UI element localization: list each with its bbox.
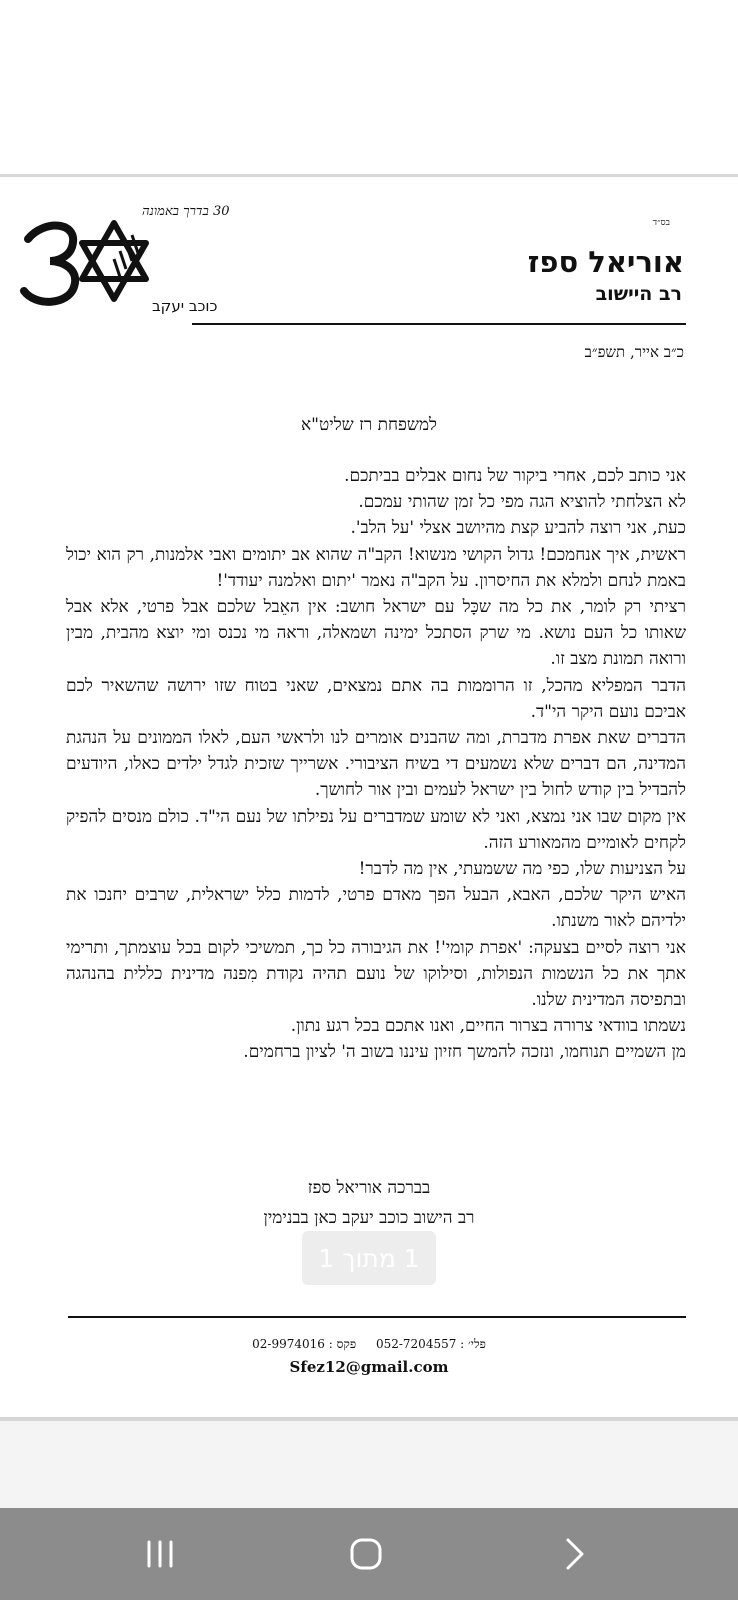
paragraph: על הצניעות שלו, כפי מה ששמעתי, אין מה לדבר! — [358, 859, 686, 880]
email-address: Sfez12@gmail.com — [289, 1358, 449, 1376]
signature-title: רב הישוב כוכב יעקב כאן בבנימין — [263, 1208, 475, 1228]
paragraph: האיש היקר שלכם, האבא, הבעל הפך מאדם פרטי, לדמות כלל ישראלית, שרבים יחנכו את ילדיהם לאור משנתו. — [66, 885, 686, 932]
paragraph: אני כותב לכם, אחרי ביקור של נחום אבלים בביתכם. — [344, 466, 686, 486]
home-icon — [348, 1536, 384, 1572]
back-icon — [562, 1536, 586, 1572]
paragraph: אני רוצה לסיים בצעקה: 'אפרת קומי'! את הגיבורה כל כך, תמשיכי לקום בכל עוצמתך, ותרימי אתך את כל הנשמות הנפולות, וסילוקו של נועם תהיה נקודת מִפנה מדינית כללית בהנהגה ובתפיסה המדינית שלנו. — [66, 937, 686, 1011]
number-three-icon — [24, 226, 75, 302]
footer-divider — [68, 1316, 686, 1318]
back-button[interactable] — [544, 1532, 604, 1576]
phone-number: פלי׳ : 052-7204557 — [375, 1337, 486, 1351]
system-navigation-bar — [0, 1508, 738, 1600]
paragraph: הדברים שאת אפרת מדברת, ומה שהבנים אומרים לנו ולראשי העם, לאלו הממונים על הנהגת המדינה, הם דברים שלא נשמעים די בשיח הציבורי. אשרייך שזכית לגדל ילדים כאלו, היודעים להבדיל בין קודש לחול בין ישראל לעמים ובין אור לחושך. — [66, 728, 686, 801]
rabbi-title: רב היישוב — [595, 283, 682, 305]
fax-number: פקס : 02-9974016 — [252, 1337, 357, 1351]
community-logo — [14, 199, 230, 319]
header-divider — [192, 323, 686, 325]
paragraph: רציתי רק לומר, את כל מה שכָּל עם ישראל חושב: אין האֵבל שלכם אבל פרטי, אלא אבל שאותו כל העם נושא. מי שרק הסתכל ימינה ושמאלה, וראה מי נכנס ומי יוצא מהבית, מבין ורואה תמונת מצב זו. — [66, 597, 686, 670]
paragraph: כעת, אני רוצה להביע קצת מהיושב אצלי 'על הלב'. — [350, 518, 686, 539]
viewer-bottom-area — [0, 1421, 738, 1508]
closing-block — [0, 1173, 738, 1233]
logo-slogan: 30 בדרך באמונה — [142, 204, 230, 219]
paragraph: הדבר המפליא מהכל, זו הרוממות בה אתם נמצאים, שאני בטוח שזו ירושה שהשאיר לכם אביכם נועם היקר הי"ד. — [66, 675, 686, 722]
paragraph: אין מקום שבו אני נמצא, ואני לא שומע שמדברים על נפילתו של נעם הי"ד. כולם מנסים להפיק לקחים לאומיים מהמאורע הזה. — [66, 806, 686, 853]
paragraph: נשמתו בוודאי צרורה בצרור החיים, ואנו אתכם בכל רגע נתון. — [290, 1016, 686, 1037]
paragraph: מן השמיים תנוחמו, ונזכה להמשך חזיון עיננו בשוב ה' לציון ברחמים. — [243, 1042, 686, 1063]
logo-town: כוכב יעקב — [152, 297, 218, 315]
closing-blessing: בברכה אוריאל ספז — [307, 1178, 431, 1198]
salutation: למשפחת רז שליט"א — [300, 415, 438, 435]
home-button[interactable] — [336, 1532, 396, 1576]
paragraph: ראשית, איך אנחמכם! גדול הקושי מנשוא! הקב"ה שהוא אב יתומים ואבי אלמנות, רק הוא יכול באמת לנחם ולמלא את החיסרון. על הקב"ה נאמר 'יתום ואלמנה יעודד'! — [66, 544, 686, 591]
bsd-mark: בס״ד — [652, 218, 670, 228]
letter-date: כ״ב אייר, תשפ״ב — [584, 343, 684, 361]
letter-body — [66, 463, 686, 1066]
paragraph: לא הצלחתי להוציא הגה מפי כל זמן שהותי עמכם. — [358, 492, 686, 513]
document-page — [0, 177, 738, 1417]
contact-line — [0, 1337, 738, 1352]
recents-button[interactable] — [130, 1532, 190, 1576]
viewer-top-area — [0, 0, 738, 174]
page-indicator: 1 מתוך 1 — [302, 1231, 436, 1285]
rabbi-name: אוריאל ספז — [527, 245, 684, 279]
recents-icon — [143, 1539, 177, 1569]
